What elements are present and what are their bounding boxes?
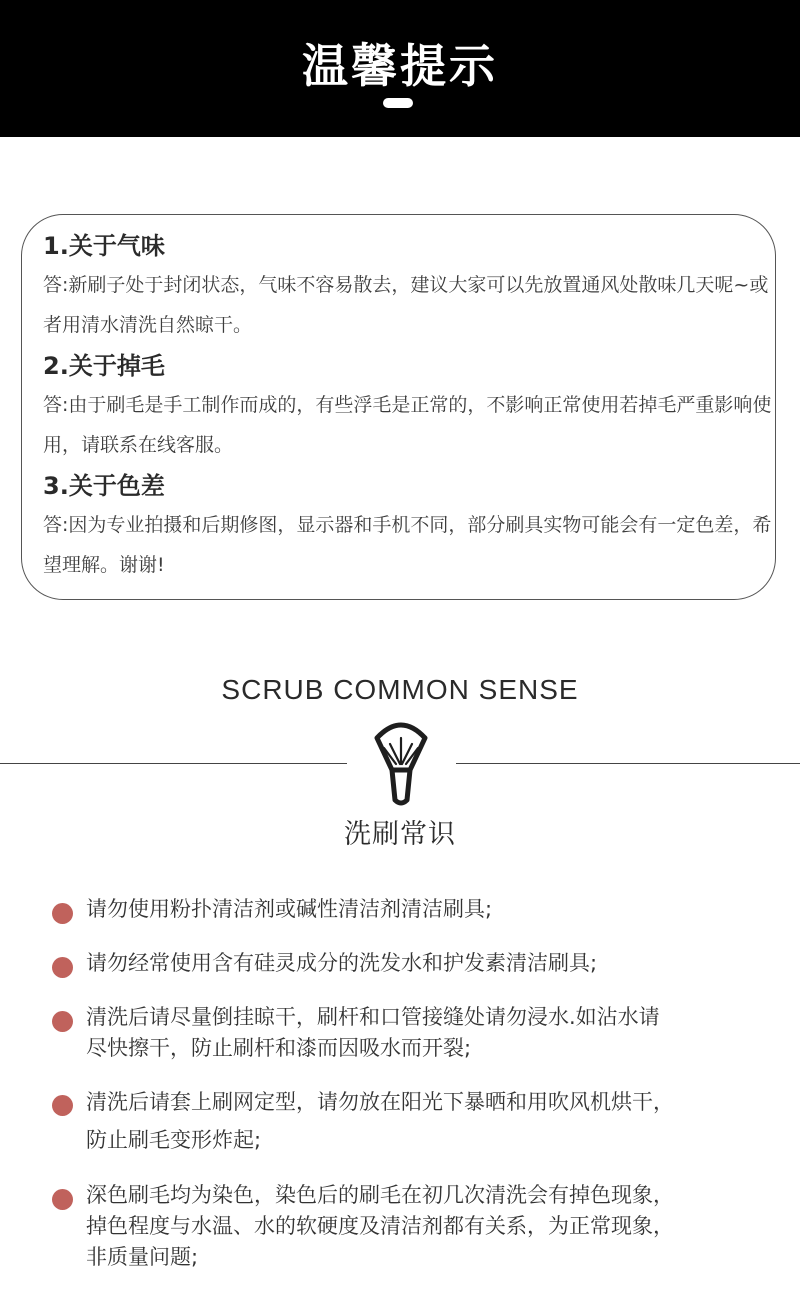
header-banner [0, 0, 800, 137]
bullet-dot [52, 1011, 73, 1032]
page-title: 温馨提示 [302, 39, 498, 93]
section-title-cn: 洗刷常识 [344, 819, 456, 850]
list-item [52, 948, 702, 979]
list-item [52, 894, 702, 925]
list-item-text: 请勿经常使用含有硅灵成分的洗发水和护发素清洁刷具; [86, 951, 598, 975]
right-divider [456, 763, 800, 764]
tip-answer: 答:新刷子处于封闭状态，气味不容易散去，建议大家可以先放置通风处散味几天呢~或者用清水清洗自然晾干。 [43, 274, 769, 336]
tip-shedding [43, 349, 783, 465]
list-item-text: 清洗后请套上刷网定型，请勿放在阳光下暴晒和用吹风机烘干，防止刷毛变形炸起; [86, 1090, 674, 1152]
bullet-dot [52, 957, 73, 978]
bullet-dot [52, 1095, 73, 1116]
list-item [52, 1180, 702, 1273]
tip-answer: 答:因为专业拍摄和后期修图，显示器和手机不同，部分刷具实物可能会有一定色差，希望理解。谢谢! [43, 514, 772, 576]
makeup-brush-icon [372, 718, 430, 808]
list-item-text: 请勿使用粉扑清洁剂或碱性清洁剂清洁刷具; [86, 897, 493, 921]
tip-heading: 2.关于掉毛 [43, 352, 165, 380]
list-item-text: 清洗后请尽量倒挂晾干，刷杆和口管接缝处请勿浸水.如沾水请尽快擦干，防止刷杆和漆而因吸水而开裂; [86, 1005, 660, 1060]
title-underline-bar [383, 98, 413, 108]
list-item [52, 1002, 702, 1064]
left-divider [0, 763, 347, 764]
tip-heading: 3.关于色差 [43, 472, 165, 500]
tip-heading: 1.关于气味 [43, 232, 165, 260]
section-title-en: SCRUB COMMON SENSE [221, 674, 579, 705]
tip-smell [43, 229, 783, 345]
list-item-text: 深色刷毛均为染色，染色后的刷毛在初几次清洗会有掉色现象，掉色程度与水温、水的软硬度及清洁剂都有关系，为正常现象，非质量问题; [86, 1183, 674, 1269]
tips-panel [21, 214, 776, 600]
list-item [52, 1086, 702, 1159]
tip-color-difference [43, 469, 783, 585]
tip-answer: 答:由于刷毛是手工制作而成的，有些浮毛是正常的，不影响正常使用若掉毛严重影响使用，请联系在线客服。 [43, 394, 772, 456]
bullet-dot [52, 1189, 73, 1210]
bullet-dot [52, 903, 73, 924]
